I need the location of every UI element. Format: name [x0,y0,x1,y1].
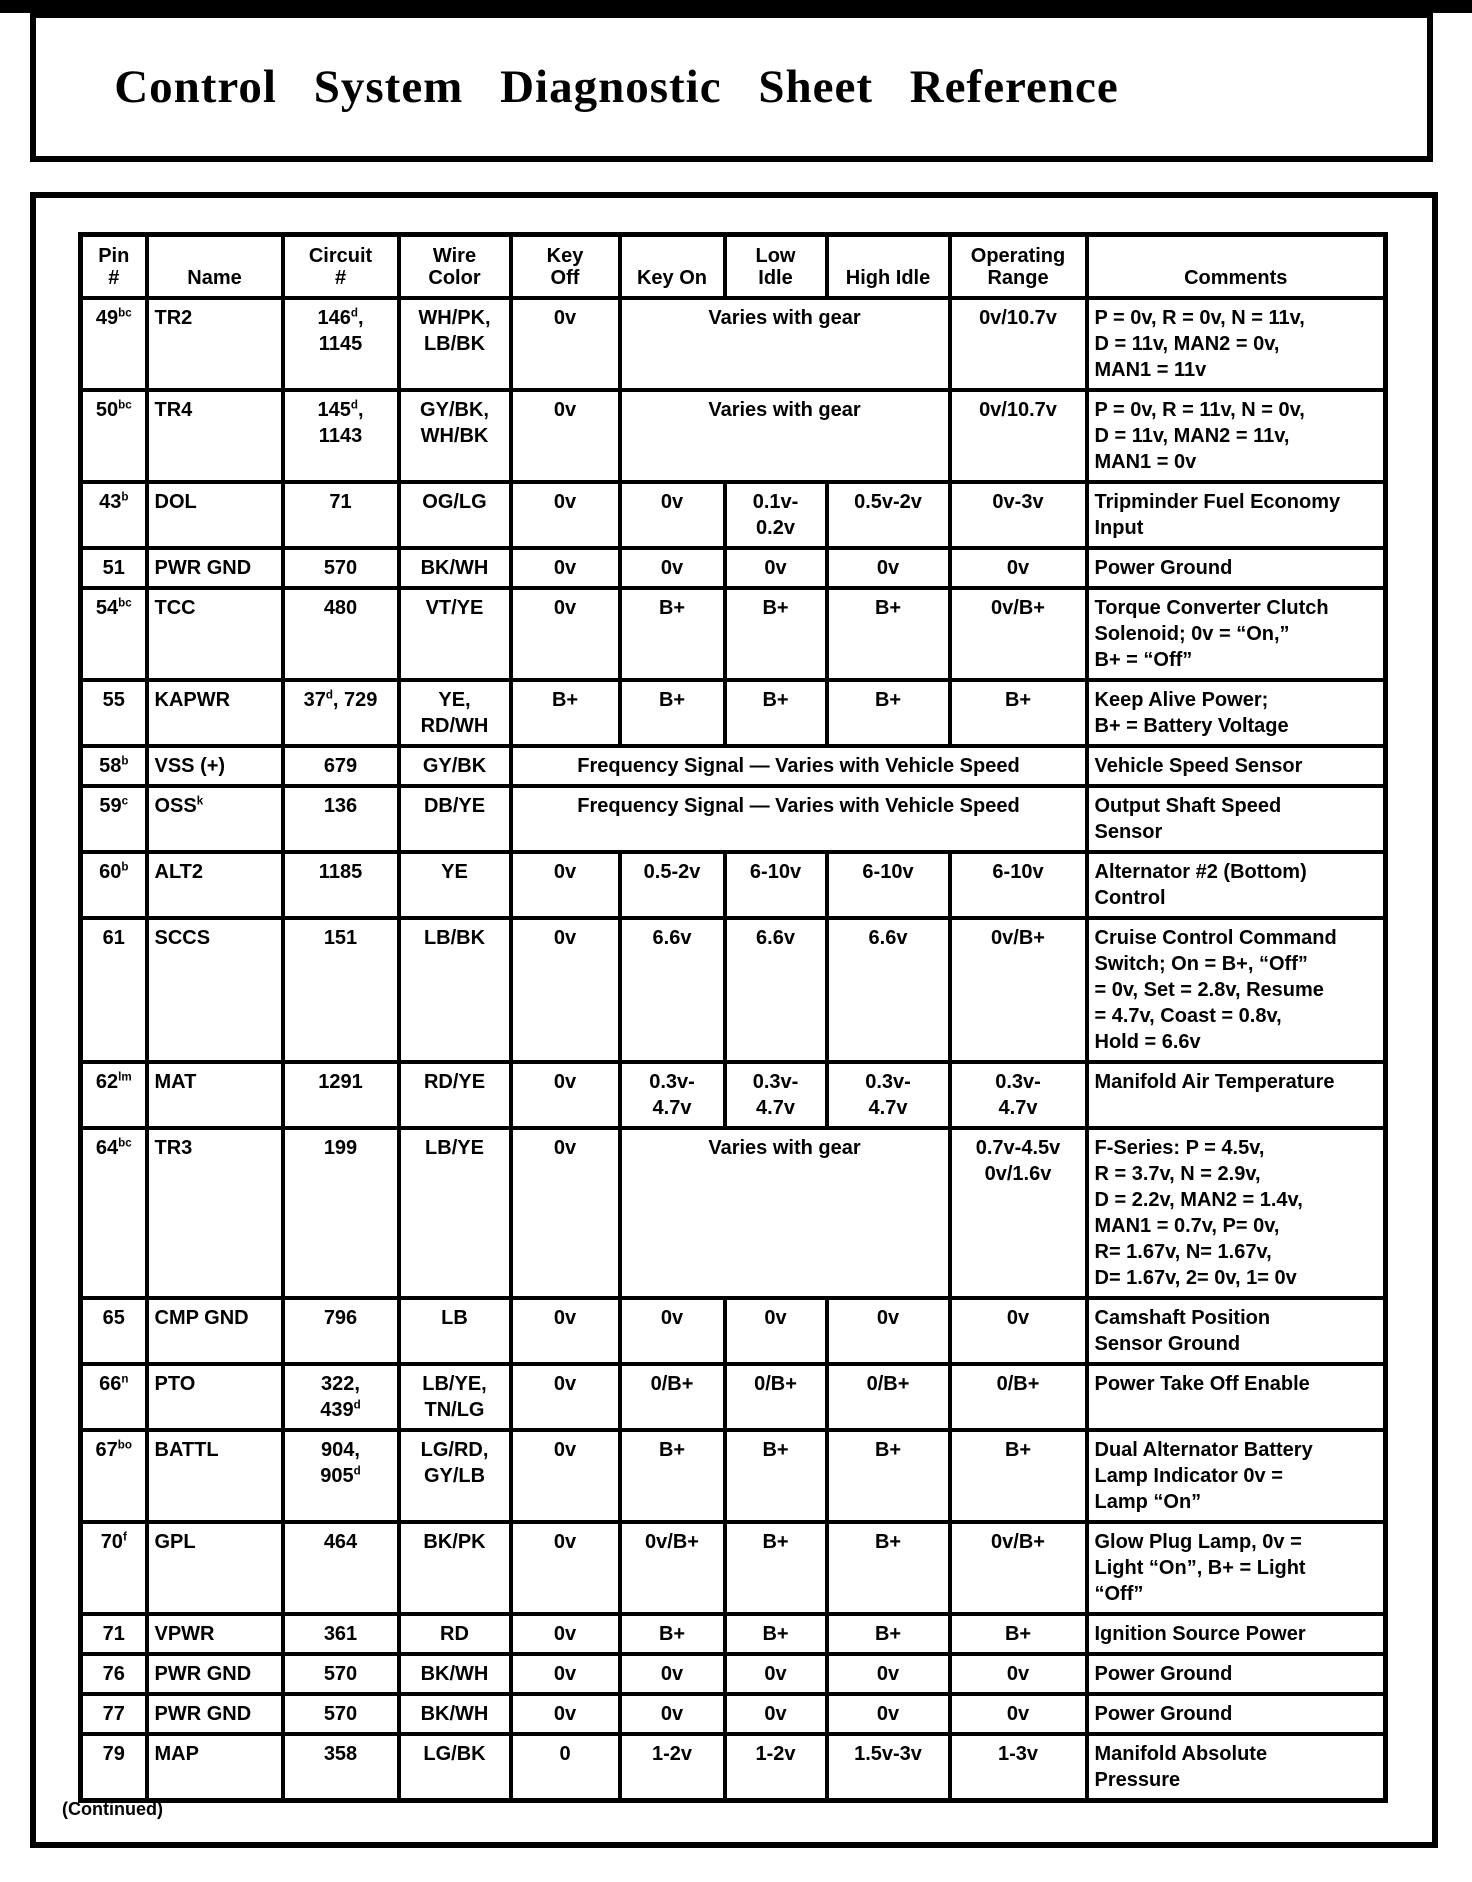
value-cell: 0v/B+ [950,1522,1087,1614]
value-cell: 0v [511,298,620,390]
value-cell: 0v [511,1614,620,1654]
value-cell: B+ [620,1614,725,1654]
value-cell: 0v [827,1694,950,1734]
value-cell: 0v [511,1654,620,1694]
table-header [81,235,1386,298]
wire-color-cell: LB/YE [399,1128,511,1298]
table-row [81,1614,1386,1654]
name-cell: VPWR [147,1614,283,1654]
name-cell: BATTL [147,1430,283,1522]
comments-cell: F-Series: P = 4.5v, R = 3.7v, N = 2.9v, D = 2.2v, MAN2 = 1.4v, MAN1 = 0.7v, P= 0v, R= 1.67v, N= 1.67v, D= 1.67v, 2= 0v, 1= 0v [1087,1128,1386,1298]
circuit-cell: 146$^d$, 1145 [283,298,399,390]
value-cell: 0.1v- 0.2v [725,482,827,548]
comments-cell: Glow Plug Lamp, 0v = Light “On”, B+ = Light “Off” [1087,1522,1386,1614]
pin-cell: 79 [81,1734,147,1801]
pin-cell: $54^{bc}$ [81,588,147,680]
circuit-cell: 71 [283,482,399,548]
circuit-cell: 322, 439$^d$ [283,1364,399,1430]
wire-color-cell: LB/BK [399,918,511,1062]
wire-color-cell: RD/YE [399,1062,511,1128]
value-cell: B+ [827,1522,950,1614]
table-row [81,680,1386,746]
comments-cell: Keep Alive Power; B+ = Battery Voltage [1087,680,1386,746]
page-title: Control System Diagnostic Sheet Reference [114,61,1119,113]
value-cell: Varies with gear [620,390,950,482]
value-cell: 0v [511,1430,620,1522]
value-cell: B+ [950,1614,1087,1654]
value-cell: 0v [511,852,620,918]
circuit-cell: 570 [283,1654,399,1694]
name-cell: PWR GND [147,548,283,588]
value-cell: 0v [620,482,725,548]
circuit-cell: 151 [283,918,399,1062]
pin-cell: 70$^f$ [81,1522,147,1614]
value-cell: 0v [950,548,1087,588]
value-cell: B+ [620,1430,725,1522]
value-cell: 1.5v-3v [827,1734,950,1801]
table-row [81,918,1386,1062]
comments-cell: P = 0v, R = 11v, N = 0v, D = 11v, MAN2 = 11v, MAN1 = 0v [1087,390,1386,482]
value-cell: 0v [511,1364,620,1430]
name-cell: MAP [147,1734,283,1801]
value-cell: 0.3v- 4.7v [725,1062,827,1128]
value-cell: 0v [620,1298,725,1364]
circuit-cell: 145$^d$, 1143 [283,390,399,482]
value-cell: 6-10v [725,852,827,918]
value-cell: 6.6v [725,918,827,1062]
comments-cell: Camshaft Position Sensor Ground [1087,1298,1386,1364]
value-cell: 0v [620,1694,725,1734]
circuit-cell: 679 [283,746,399,786]
value-cell: 0v [950,1298,1087,1364]
wire-color-cell: LG/RD, GY/LB [399,1430,511,1522]
pin-cell: 58$^b$ [81,746,147,786]
table-row [81,390,1386,482]
wire-color-cell: OG/LG [399,482,511,548]
comments-cell: Torque Converter Clutch Solenoid; 0v = “On,” B+ = “Off” [1087,588,1386,680]
circuit-cell: 37$^d$, 729 [283,680,399,746]
value-cell: 0.3v- 4.7v [950,1062,1087,1128]
value-cell: 0v [511,1298,620,1364]
name-cell: TR2 [147,298,283,390]
wire-color-cell: RD [399,1614,511,1654]
value-cell: 0v [827,1654,950,1694]
comments-cell: Power Take Off Enable [1087,1364,1386,1430]
table-row [81,1128,1386,1298]
value-cell: 6-10v [950,852,1087,918]
column-header-4: Key Off [511,235,620,298]
circuit-cell: 570 [283,1694,399,1734]
header-row [81,235,1386,298]
pin-cell: $67^{bo}$ [81,1430,147,1522]
wire-color-cell: BK/WH [399,548,511,588]
pin-cell: 61 [81,918,147,1062]
wire-color-cell: YE, RD/WH [399,680,511,746]
wire-color-cell: LB/YE, TN/LG [399,1364,511,1430]
value-cell: 0v [511,918,620,1062]
comments-cell: Dual Alternator Battery Lamp Indicator 0v = Lamp “On” [1087,1430,1386,1522]
column-header-0: Pin # [81,235,147,298]
table-row [81,1694,1386,1734]
name-cell: PWR GND [147,1654,283,1694]
pin-cell: 76 [81,1654,147,1694]
comments-cell: Manifold Air Temperature [1087,1062,1386,1128]
column-header-1: Name [147,235,283,298]
name-cell: OSS$^k$ [147,786,283,852]
pin-cell: 65 [81,1298,147,1364]
column-header-7: High Idle [827,235,950,298]
wire-color-cell: BK/WH [399,1694,511,1734]
value-cell: 0/B+ [620,1364,725,1430]
value-cell: 0v-3v [950,482,1087,548]
value-cell: 0v/B+ [950,918,1087,1062]
name-cell: ALT2 [147,852,283,918]
table-row [81,1364,1386,1430]
table-row [81,852,1386,918]
table-row [81,588,1386,680]
comments-cell: Output Shaft Speed Sensor [1087,786,1386,852]
column-header-8: Operating Range [950,235,1087,298]
pin-cell: $62^{lm}$ [81,1062,147,1128]
name-cell: TR3 [147,1128,283,1298]
pin-cell: $49^{bc}$ [81,298,147,390]
value-cell: Varies with gear [620,298,950,390]
circuit-cell: 199 [283,1128,399,1298]
comments-cell: Ignition Source Power [1087,1614,1386,1654]
value-cell: 0v [725,548,827,588]
pin-cell: 66$^n$ [81,1364,147,1430]
value-cell: 0v [725,1298,827,1364]
pin-cell: 43$^b$ [81,482,147,548]
value-cell: 0v [511,1062,620,1128]
circuit-cell: 796 [283,1298,399,1364]
value-cell: B+ [511,680,620,746]
circuit-cell: 361 [283,1614,399,1654]
wire-color-cell: VT/YE [399,588,511,680]
wire-color-cell: DB/YE [399,786,511,852]
value-cell: 0v [725,1694,827,1734]
value-cell: Frequency Signal — Varies with Vehicle Speed [511,786,1087,852]
value-cell: B+ [725,1522,827,1614]
value-cell: B+ [827,588,950,680]
wire-color-cell: YE [399,852,511,918]
value-cell: 0v [620,548,725,588]
value-cell: 0v [511,1694,620,1734]
column-header-9: Comments [1087,235,1386,298]
table-row [81,482,1386,548]
name-cell: VSS (+) [147,746,283,786]
name-cell: GPL [147,1522,283,1614]
circuit-cell: 464 [283,1522,399,1614]
pin-cell: 51 [81,548,147,588]
comments-cell: Vehicle Speed Sensor [1087,746,1386,786]
value-cell: 0 [511,1734,620,1801]
pin-cell: $50^{bc}$ [81,390,147,482]
value-cell: 6-10v [827,852,950,918]
value-cell: Frequency Signal — Varies with Vehicle Speed [511,746,1087,786]
circuit-cell: 1185 [283,852,399,918]
value-cell: 0v [950,1654,1087,1694]
value-cell: B+ [725,680,827,746]
table-box [30,192,1438,1848]
comments-cell: Tripminder Fuel Economy Input [1087,482,1386,548]
circuit-cell: 1291 [283,1062,399,1128]
value-cell: B+ [827,680,950,746]
table-row [81,298,1386,390]
table-row [81,1522,1386,1614]
circuit-cell: 570 [283,548,399,588]
pin-cell: 59$^c$ [81,786,147,852]
value-cell: 0.3v- 4.7v [827,1062,950,1128]
value-cell: 6.6v [827,918,950,1062]
column-header-6: Low Idle [725,235,827,298]
diagnostic-table [78,232,1388,1803]
value-cell: 6.6v [620,918,725,1062]
column-header-2: Circuit # [283,235,399,298]
value-cell: 0v [511,588,620,680]
value-cell: 0v [725,1654,827,1694]
value-cell: 0v/10.7v [950,390,1087,482]
table-row [81,746,1386,786]
table-row [81,1298,1386,1364]
value-cell: 0/B+ [827,1364,950,1430]
column-header-5: Key On [620,235,725,298]
name-cell: TCC [147,588,283,680]
comments-cell: Cruise Control Command Switch; On = B+, “Off” = 0v, Set = 2.8v, Resume = 4.7v, Coast = 0.8v, Hold = 6.6v [1087,918,1386,1062]
value-cell: 0v [827,548,950,588]
wire-color-cell: WH/PK, LB/BK [399,298,511,390]
value-cell: 0/B+ [950,1364,1087,1430]
value-cell: 0v [620,1654,725,1694]
name-cell: MAT [147,1062,283,1128]
value-cell: B+ [725,1430,827,1522]
name-cell: DOL [147,482,283,548]
comments-cell: Power Ground [1087,1654,1386,1694]
value-cell: B+ [827,1614,950,1654]
value-cell: Varies with gear [620,1128,950,1298]
value-cell: 1-2v [725,1734,827,1801]
column-header-3: Wire Color [399,235,511,298]
value-cell: 0v [511,390,620,482]
value-cell: 0v/B+ [620,1522,725,1614]
value-cell: 1-2v [620,1734,725,1801]
value-cell: B+ [725,1614,827,1654]
name-cell: KAPWR [147,680,283,746]
wire-color-cell: GY/BK [399,746,511,786]
name-cell: TR4 [147,390,283,482]
value-cell: 0v [950,1694,1087,1734]
pin-cell: 77 [81,1694,147,1734]
value-cell: 0v/B+ [950,588,1087,680]
name-cell: PTO [147,1364,283,1430]
value-cell: B+ [950,1430,1087,1522]
value-cell: 0v [511,1522,620,1614]
pin-cell: 71 [81,1614,147,1654]
circuit-cell: 358 [283,1734,399,1801]
pin-cell: 60$^b$ [81,852,147,918]
pin-cell: $64^{bc}$ [81,1128,147,1298]
wire-color-cell: GY/BK, WH/BK [399,390,511,482]
value-cell: 0v [827,1298,950,1364]
value-cell: 1-3v [950,1734,1087,1801]
value-cell: B+ [725,588,827,680]
comments-cell: Power Ground [1087,1694,1386,1734]
name-cell: CMP GND [147,1298,283,1364]
comments-cell: P = 0v, R = 0v, N = 11v, D = 11v, MAN2 = 0v, MAN1 = 11v [1087,298,1386,390]
value-cell: 0v [511,548,620,588]
value-cell: B+ [950,680,1087,746]
value-cell: 0.7v-4.5v 0v/1.6v [950,1128,1087,1298]
value-cell: 0v/10.7v [950,298,1087,390]
value-cell: 0.5v-2v [827,482,950,548]
value-cell: B+ [827,1430,950,1522]
value-cell: 0.5-2v [620,852,725,918]
table-body [81,298,1386,1801]
value-cell: B+ [620,588,725,680]
circuit-cell: 904, 905$^d$ [283,1430,399,1522]
value-cell: 0v [511,1128,620,1298]
table-row [81,1734,1386,1801]
table-row [81,786,1386,852]
table-row [81,1430,1386,1522]
table-row [81,1654,1386,1694]
wire-color-cell: BK/PK [399,1522,511,1614]
value-cell: B+ [620,680,725,746]
circuit-cell: 136 [283,786,399,852]
pin-cell: 55 [81,680,147,746]
wire-color-cell: BK/WH [399,1654,511,1694]
wire-color-cell: LG/BK [399,1734,511,1801]
table-row [81,548,1386,588]
value-cell: 0/B+ [725,1364,827,1430]
table-row [81,1062,1386,1128]
value-cell: 0v [511,482,620,548]
continued-note: (Continued) [62,1799,163,1819]
name-cell: SCCS [147,918,283,1062]
wire-color-cell: LB [399,1298,511,1364]
comments-cell: Manifold Absolute Pressure [1087,1734,1386,1801]
comments-cell: Alternator #2 (Bottom) Control [1087,852,1386,918]
value-cell: 0.3v- 4.7v [620,1062,725,1128]
name-cell: PWR GND [147,1694,283,1734]
title-box [30,12,1433,162]
circuit-cell: 480 [283,588,399,680]
comments-cell: Power Ground [1087,548,1386,588]
